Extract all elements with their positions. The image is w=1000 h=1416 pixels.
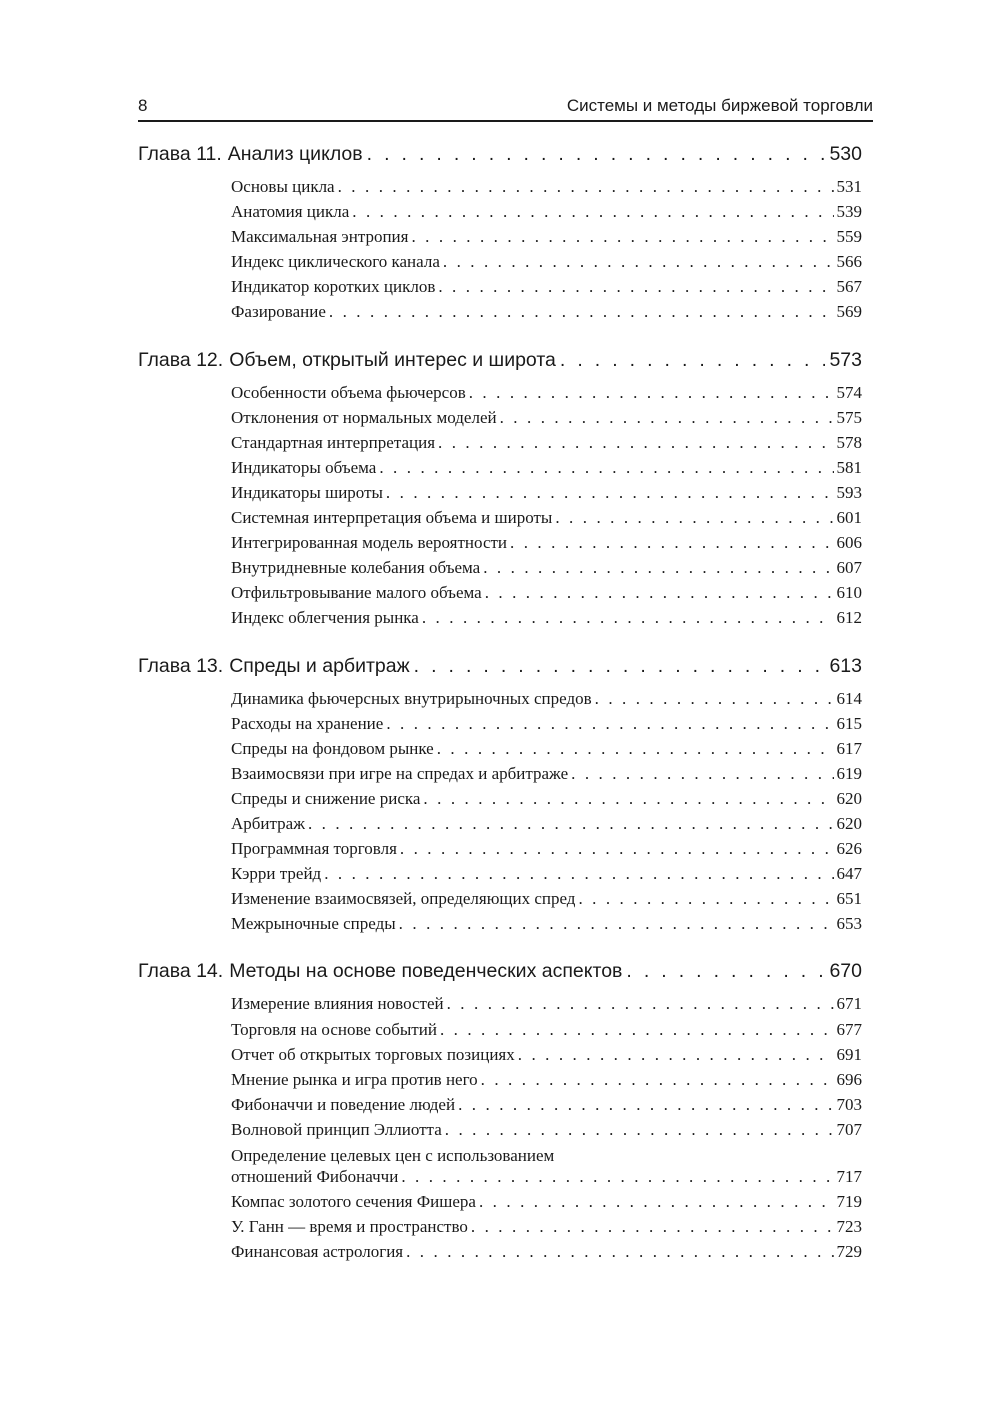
dot-leader (469, 383, 834, 403)
dot-leader (422, 608, 834, 628)
dot-leader (367, 143, 826, 166)
entry-title: Мнение рынка и игра против него (231, 1069, 478, 1089)
entry-page-number: 653 (836, 914, 862, 934)
toc-entry[interactable] (138, 864, 862, 889)
entry-title: Интегрированная модель вероятности (231, 533, 508, 553)
dot-leader (414, 655, 826, 678)
entry-page-number: 619 (836, 763, 862, 783)
dot-leader (352, 202, 833, 222)
chapter (138, 349, 862, 634)
dot-leader (458, 1095, 833, 1115)
dot-leader (578, 889, 833, 909)
entry-title: Индекс облегчения рынка (231, 608, 419, 628)
toc-entry[interactable] (138, 383, 862, 408)
entry-page-number: 617 (836, 738, 862, 758)
dot-leader (308, 814, 834, 834)
entry-title: Отфильтровывание малого объема (231, 583, 482, 603)
table-of-contents (138, 143, 862, 1288)
section-list (138, 994, 862, 1267)
dot-leader (406, 1242, 833, 1262)
chapter-heading[interactable] (138, 143, 862, 177)
entry-title: Стандартная интерпретация (231, 432, 436, 452)
section-list (138, 383, 862, 634)
toc-entry[interactable] (138, 839, 862, 864)
dot-leader (479, 1192, 834, 1212)
toc-entry[interactable] (138, 433, 862, 458)
entry-title: Торговля на основе событий (231, 1019, 437, 1039)
dot-leader (555, 508, 833, 528)
entry-page-number: 559 (836, 227, 862, 247)
dot-leader (438, 433, 833, 453)
entry-title-continued: отношений Фибоначчи (231, 1167, 399, 1186)
toc-entry[interactable] (138, 714, 862, 739)
toc-entry[interactable] (138, 889, 862, 914)
entry-title: Финансовая астрология (231, 1242, 404, 1262)
entry-page-number: 578 (836, 432, 862, 452)
dot-leader (338, 177, 834, 197)
entry-page-number: 575 (836, 407, 862, 427)
entry-title: Отчет об открытых торговых позициях (231, 1044, 515, 1064)
entry-page-number: 606 (836, 533, 862, 553)
toc-entry[interactable] (138, 789, 862, 814)
entry-title: Особенности объема фьючерсов (231, 382, 466, 402)
chapter-title: Методы на основе поведенческих аспектов (229, 960, 623, 983)
dot-leader (560, 349, 826, 372)
toc-entry[interactable] (138, 583, 862, 608)
dot-leader (386, 483, 834, 503)
chapter-heading[interactable] (138, 960, 862, 994)
book-title: Системы и методы биржевой торговли (566, 96, 873, 115)
chapter-heading[interactable] (138, 655, 862, 689)
toc-entry[interactable] (138, 408, 862, 433)
entry-page-number: 569 (836, 302, 862, 322)
entry-title: У. Ганн — время и пространство (231, 1217, 468, 1237)
entry-page-number: 717 (836, 1167, 862, 1186)
entry-page-number: 647 (836, 864, 862, 884)
dot-leader (379, 458, 833, 478)
toc-entry[interactable] (138, 252, 862, 277)
entry-title: Изменение взаимосвязей, определяющих спред (231, 889, 576, 909)
entry-title: Отклонения от нормальных моделей (231, 407, 497, 427)
dot-leader (481, 1070, 834, 1090)
toc-entry[interactable] (138, 689, 862, 714)
entry-title: Волновой принцип Эллиотта (231, 1119, 442, 1139)
dot-leader (400, 839, 834, 859)
dot-leader (518, 1045, 834, 1065)
section-list (138, 177, 862, 328)
entry-page-number: 593 (836, 482, 862, 502)
entry-page-number: 620 (836, 813, 862, 833)
entry-page-number: 620 (836, 788, 862, 808)
toc-entry[interactable] (138, 994, 862, 1019)
chapter-page-number: 613 (829, 654, 862, 677)
toc-entry[interactable] (138, 483, 862, 508)
dot-leader (445, 1120, 834, 1140)
entry-title: Спреды на фондовом рынке (231, 738, 434, 758)
entry-page-number: 610 (836, 583, 862, 603)
dot-leader (329, 302, 834, 322)
dot-leader (386, 714, 833, 734)
dot-leader (399, 914, 834, 934)
dot-leader (437, 739, 834, 759)
running-head (138, 92, 873, 122)
chapter-label: Глава 13. (138, 654, 224, 677)
entry-title: Основы цикла (231, 177, 335, 196)
entry-page-number: 531 (836, 177, 862, 196)
dot-leader (401, 1167, 833, 1187)
chapter (138, 143, 862, 328)
toc-entry[interactable] (138, 458, 862, 483)
entry-title: Индикаторы объема (231, 457, 377, 477)
entry-page-number: 612 (836, 608, 862, 628)
dot-leader (438, 277, 833, 297)
toc-entry[interactable] (138, 227, 862, 252)
dot-leader (471, 1217, 834, 1237)
entry-title: Максимальная энтропия (231, 227, 409, 247)
chapter-page-number: 670 (829, 960, 862, 983)
entry-title: Программная торговля (231, 839, 397, 859)
toc-entry[interactable] (138, 1045, 862, 1070)
chapter-title: Анализ циклов (227, 143, 363, 165)
chapter-label: Глава 14. (138, 960, 224, 983)
entry-page-number: 719 (836, 1192, 862, 1211)
entry-page-number: 567 (836, 277, 862, 297)
entry-page-number: 651 (836, 889, 862, 909)
entry-title: Индикатор коротких циклов (231, 277, 436, 297)
toc-entry[interactable] (138, 914, 862, 939)
entry-title: Анатомия цикла (231, 202, 350, 222)
entry-page-number: 696 (836, 1069, 862, 1089)
dot-leader (571, 764, 833, 784)
entry-page-number: 691 (836, 1044, 862, 1064)
entry-title: Фазирование (231, 302, 326, 322)
entry-page-number: 626 (836, 839, 862, 859)
entry-page-number: 607 (836, 558, 862, 578)
entry-title: Определение целевых цен с использованием (231, 1146, 555, 1165)
dot-leader (485, 583, 834, 603)
entry-title: Индекс циклического канала (231, 252, 440, 272)
dot-leader (510, 533, 833, 553)
toc-entry[interactable] (138, 1242, 862, 1267)
entry-title: Динамика фьючерсных внутрирыночных спредов (231, 688, 592, 708)
toc-entry[interactable] (138, 1145, 862, 1192)
entry-page-number: 601 (836, 508, 862, 528)
entry-page-number: 677 (836, 1019, 862, 1039)
chapter-title: Спреды и арбитраж (229, 654, 410, 677)
dot-leader (595, 689, 834, 709)
dot-leader (443, 252, 834, 272)
entry-page-number: 615 (836, 713, 862, 733)
entry-page-number: 574 (836, 382, 862, 402)
entry-page-number: 614 (836, 688, 862, 708)
entry-page-number: 581 (836, 457, 862, 477)
entry-title: Индикаторы широты (231, 482, 383, 502)
chapter (138, 960, 862, 1267)
entry-title: Спреды и снижение риска (231, 788, 421, 808)
entry-title: Кэрри трейд (231, 864, 322, 884)
toc-entry[interactable] (138, 1192, 862, 1217)
entry-title: Внутридневные колебания объема (231, 558, 481, 578)
toc-entry[interactable] (138, 814, 862, 839)
entry-title: Взаимосвязи при игре на спредах и арбитраже (231, 763, 569, 783)
toc-entry[interactable] (138, 177, 862, 202)
toc-entry[interactable] (138, 764, 862, 789)
entry-title: Арбитраж (231, 813, 305, 833)
toc-entry[interactable] (138, 1020, 862, 1045)
chapter-page-number: 530 (829, 143, 862, 165)
entry-title: Фибоначчи и поведение людей (231, 1094, 456, 1114)
chapter-heading[interactable] (138, 349, 862, 383)
entry-page-number: 703 (836, 1094, 862, 1114)
entry-title: Системная интерпретация объема и широты (231, 508, 553, 528)
section-list (138, 689, 862, 940)
dot-leader (440, 1020, 834, 1040)
toc-entry[interactable] (138, 558, 862, 583)
dot-leader (500, 408, 834, 428)
entry-page-number: 707 (836, 1119, 862, 1139)
entry-title: Компас золотого сечения Фишера (231, 1192, 476, 1211)
entry-title: Расходы на хранение (231, 713, 384, 733)
page-number: 8 (138, 96, 148, 115)
toc-entry[interactable] (138, 608, 862, 633)
entry-page-number: 723 (836, 1217, 862, 1237)
entry-title: Межрыночные спреды (231, 914, 396, 934)
dot-leader (423, 789, 833, 809)
chapter-page-number: 573 (829, 348, 862, 371)
chapter-title: Объем, открытый интерес и широта (229, 348, 556, 371)
dot-leader (411, 227, 833, 247)
chapter-label: Глава 11. (138, 143, 222, 165)
toc-entry[interactable] (138, 1217, 862, 1242)
toc-entry[interactable] (138, 202, 862, 227)
toc-entry[interactable] (138, 1120, 862, 1145)
toc-entry[interactable] (138, 1095, 862, 1120)
chapter (138, 655, 862, 940)
entry-page-number: 566 (836, 252, 862, 272)
entry-page-number: 729 (836, 1242, 862, 1262)
dot-leader (324, 864, 833, 884)
toc-entry[interactable] (138, 739, 862, 764)
dot-leader (483, 558, 833, 578)
entry-continuation (231, 1167, 862, 1192)
entry-page-number: 539 (836, 202, 862, 222)
dot-leader (626, 960, 825, 983)
toc-entry[interactable] (138, 508, 862, 533)
dot-leader (447, 994, 834, 1014)
entry-page-number: 671 (836, 994, 862, 1014)
toc-entry[interactable] (138, 302, 862, 327)
toc-entry[interactable] (138, 533, 862, 558)
toc-entry[interactable] (138, 1070, 862, 1095)
entry-title: Измерение влияния новостей (231, 994, 444, 1014)
chapter-label: Глава 12. (138, 348, 224, 371)
toc-entry[interactable] (138, 277, 862, 302)
